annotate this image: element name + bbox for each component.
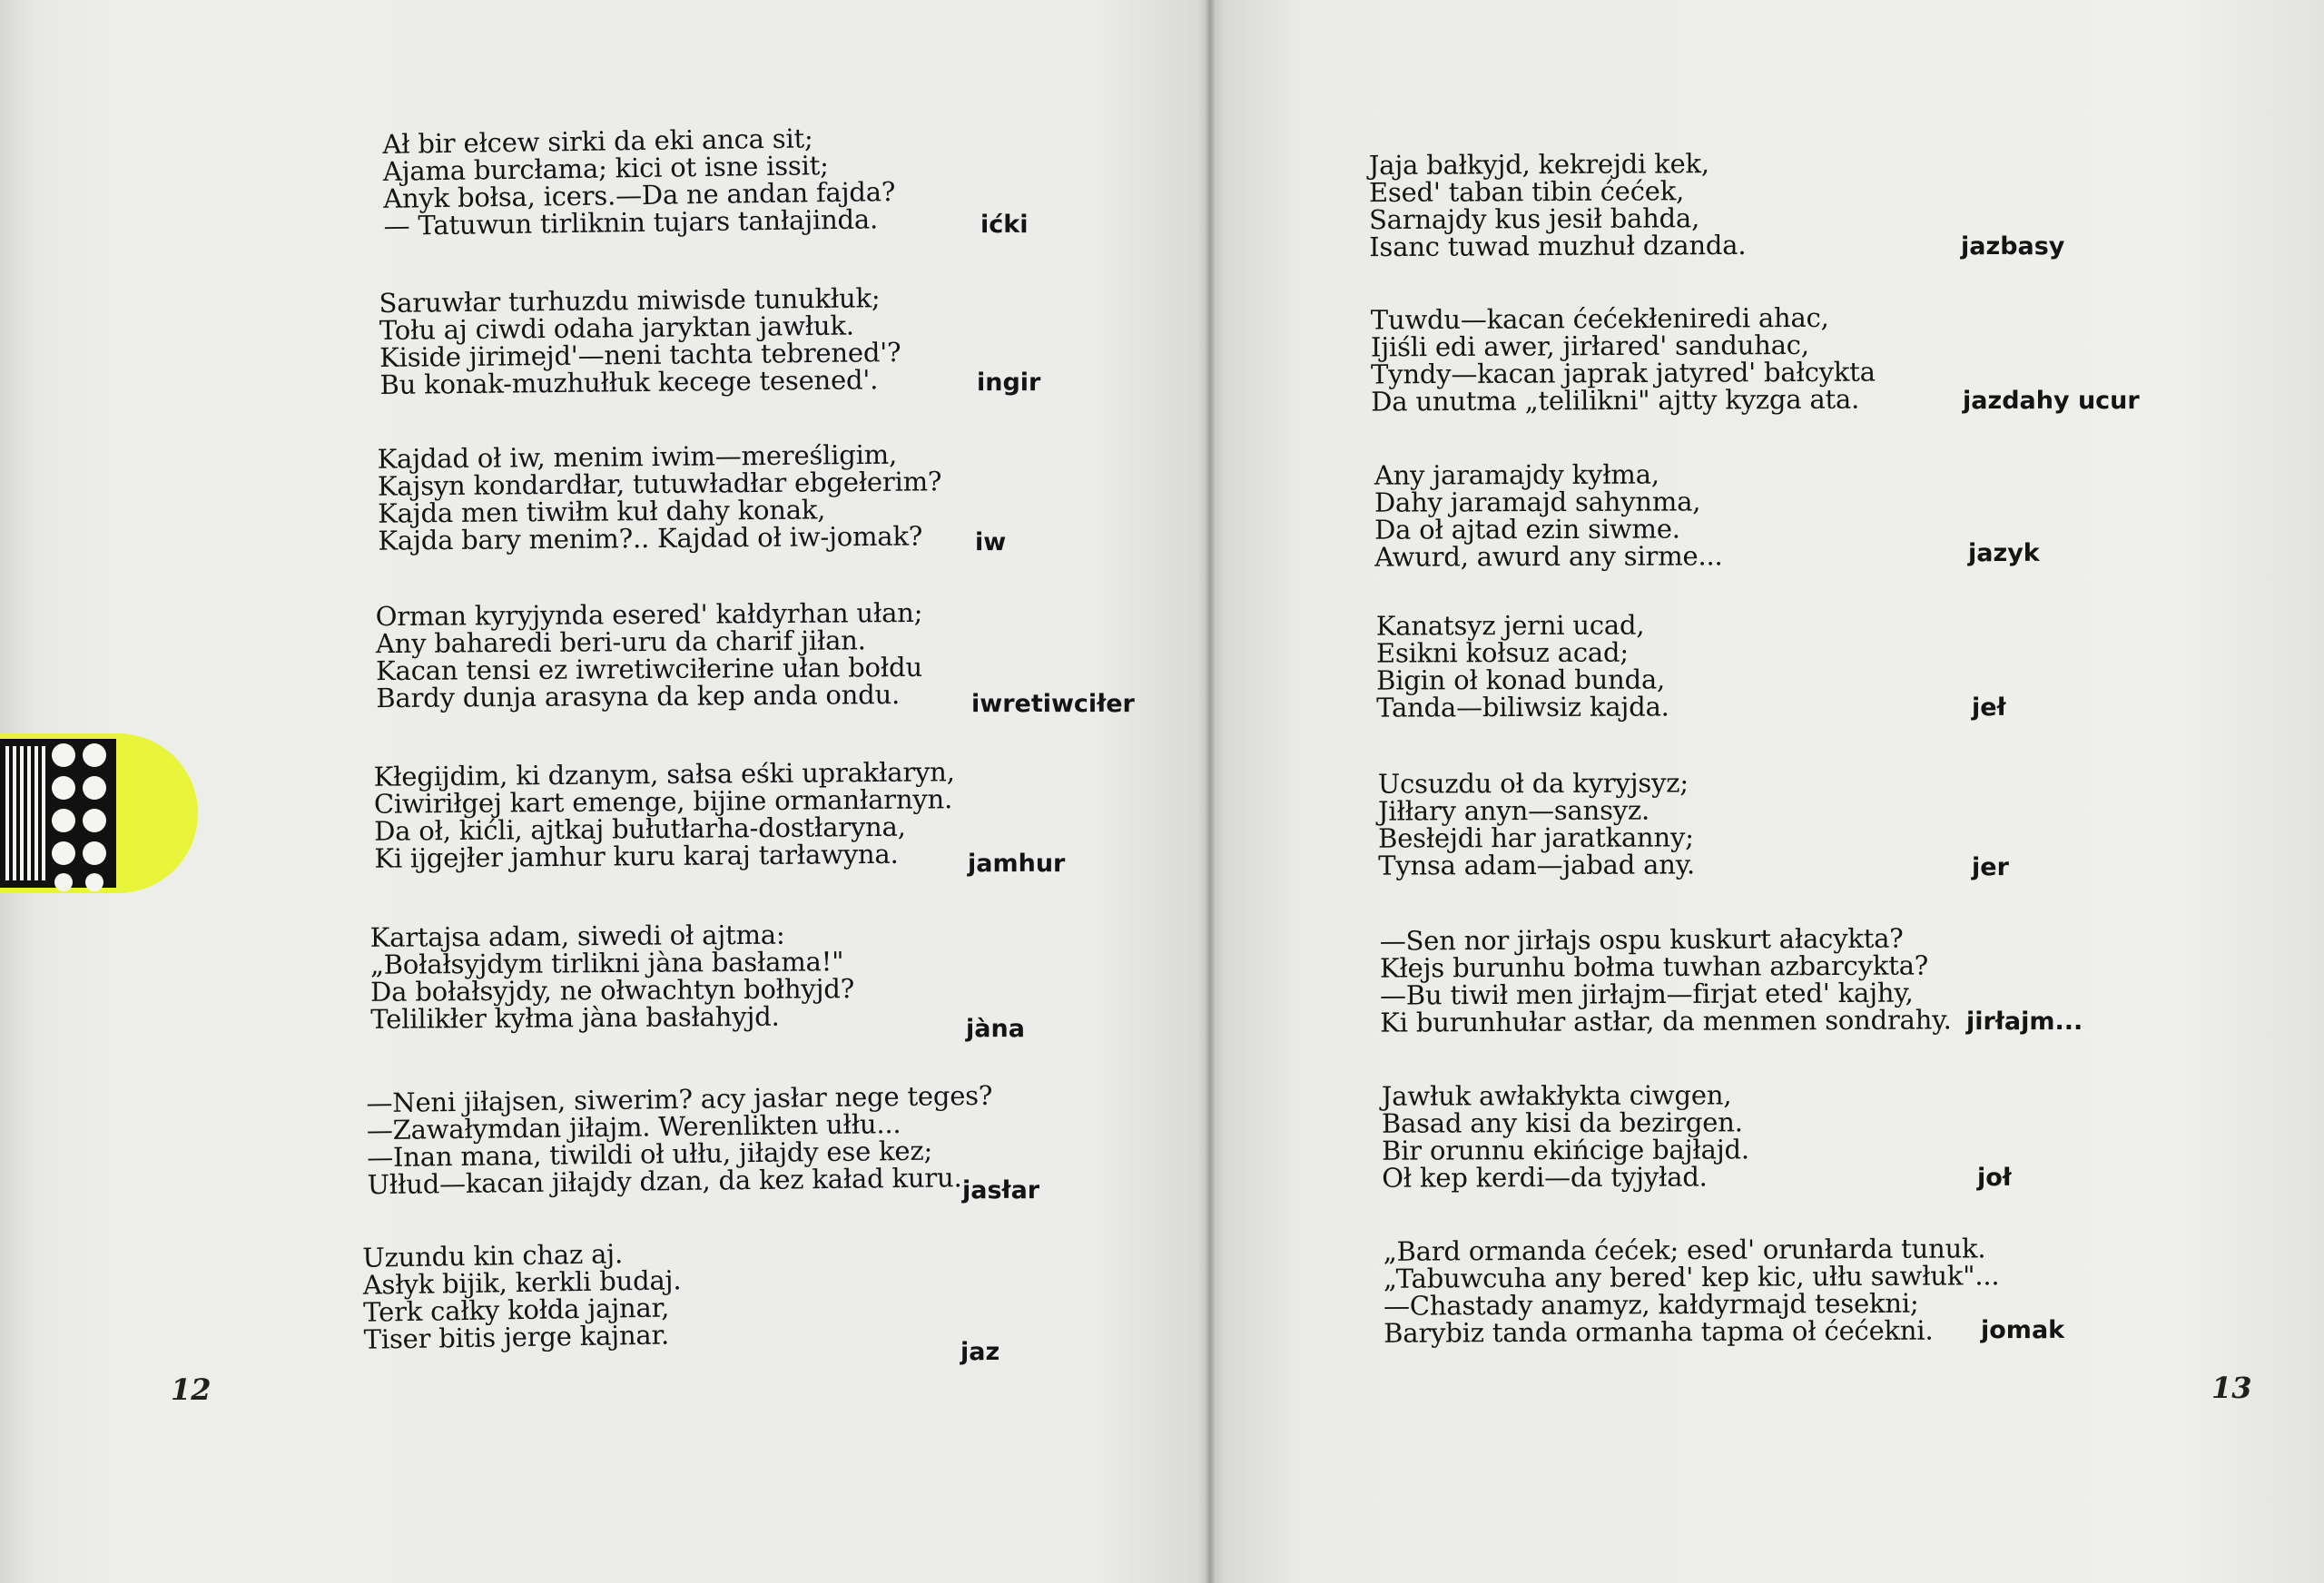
poem-line: Besłejdi har jaratkanny; [1377,821,1694,854]
poem-line: Asłyk bijik, kerkli budaj. [362,1264,682,1301]
poem-line: Kajda bary menim?.. Kajdad oł iw-jomak? [378,520,923,556]
poem-line: Ucsuzdu oł da kyryjsyz; [1377,767,1689,800]
poem-line: —Neni jiłajsen, siwerim? acy jasłar nege teges? [366,1079,993,1119]
poem-line: Esikni kołsuz acad; [1375,636,1629,669]
poem-line: Tołu aj ciwdi odaha jaryktan jawłuk. [379,310,854,347]
poem-stanza [370,920,855,1033]
poem-line: Any baharedi beri-uru da charif jiłan. [375,624,866,660]
bookmark-clip-icon [0,733,198,893]
poem-stanza [375,596,923,714]
poem-line: Barybiz tanda ormanha tapma oł ćećekni. [1384,1314,1934,1349]
page-number-right: 13 [2211,1371,2252,1405]
poem-line: —Bu tiwił men jirłajm—firjat eted' kajhy, [1379,977,1914,1011]
poem-stanza [382,123,896,240]
poem-stanza [379,282,901,401]
poem-line: Tiser bitis jerge kajnar. [363,1319,670,1355]
poem-line: Ki ijgejłer jamhur kuru karaj tarławyna. [374,838,899,874]
glossary-word: jeł [1972,693,2006,722]
poem-line: Dahy jaramajd sahynma, [1374,486,1701,518]
poem-line: Kłejs burunhu bołma tuwhan azbarcykta? [1379,949,1929,984]
poem-line: Oł kep kerdi—da tyjyład. [1382,1161,1708,1194]
glossary-word: jomak [1981,1316,2065,1344]
poem-line: Da oł ajtad ezin siwme. [1374,513,1680,546]
poem-stanza [1378,769,1695,879]
poem-line: Da bołałsyjdy, ne ołwachtyn bołhyjd? [369,973,855,1008]
poem-stanza [1374,458,1723,573]
poem-line: Awurd, awurd any sirme... [1374,540,1723,573]
poem-stanza [1376,611,1669,721]
poem-line: „Bołałsyjdym tirlikni jàna basłama!" [369,946,844,980]
poem-line: „Bard ormanda ćećek; esed' orunłarda tunuk. [1383,1233,1986,1267]
poem-line: — Tatuwun tirliknin tujars tanłajinda. [383,203,879,241]
glossary-word: jazdahy ucur [1963,387,2140,415]
poem-line: Kartajsa adam, siwedi oł ajtma: [369,919,785,953]
glossary-word: ićki [980,211,1029,239]
poem-stanza [362,1238,682,1355]
poem-line: —Chastady anamyz, kałdyrmajd tesekni; [1383,1287,1919,1322]
poem-stanza [1384,1234,2000,1347]
poem-line: „Tabuwcuha any bered' kep kic, ułłu sawłuk"... [1383,1260,2000,1294]
poem-line: Orman kyryjynda esered' kałdyrhan ułan; [375,596,923,633]
poem-stanza [377,440,941,554]
poem-line: Anyk bołsa, icers.—Da ne andan fajda? [382,176,896,214]
poem-line: Sarnajdy kus jesił bahda, [1368,202,1700,236]
poem-line: Ułłud—kacan jiłajdy dzan, da kez kaład kuru. [367,1162,962,1201]
poem-line: Kłegijdim, ki dzanym, sałsa eśki uprakłaryn, [373,756,955,792]
poem-line: Ał bir ełcew sirki da eki anca sit; [382,123,813,160]
poem-line: Bu konak-muzhułłuk kecege tesened'. [379,364,879,401]
poem-line: —Zawałymdan jiłajm. Werenlikten ułłu... [366,1108,901,1146]
poem-line: Bardy dunja arasyna da kep anda ondu. [376,679,901,714]
glossary-word: jaz [960,1338,1000,1366]
poem-stanza [366,1079,993,1201]
poem-line: Kacan tensi ez iwretiwciłerine ułan bołdu [375,651,923,687]
poem-line: Kajdad oł iw, menim iwim—mereśligim, [377,438,898,475]
poem-line: Jiłłary anyn—sansyz. [1377,794,1650,827]
glossary-word: jamhur [968,850,1066,878]
poem-line: Kajsyn kondardłar, tutuwładłar ebgełerim? [377,466,942,502]
poem-line: Basad any kisi da bezirgen. [1381,1106,1743,1139]
glossary-word: jazyk [1968,539,2040,567]
poem-stanza [1370,301,1876,418]
poem-line: Uzundu kin chaz aj. [362,1238,624,1273]
glossary-word: iwretiwciłer [971,690,1135,718]
poem-line: Any jaramajdy kyłma, [1374,458,1659,491]
poem-line: Isanc tuwad muzhuł dzanda. [1369,229,1747,263]
poem-line: Bir orunnu ekińcige bajłajd. [1381,1134,1749,1166]
right-page [1215,0,2324,1583]
page-number-left: 12 [171,1372,212,1407]
poem-line: Tuwdu—kacan ćećekłeniredi ahac, [1370,301,1829,336]
poem-line: —Sen nor jirłajs ospu kuskurt ałacykta? [1379,922,1904,957]
glossary-word: iw [975,528,1007,556]
poem-line: —Inan mana, tiwildi oł ułłu, jiłajdy ese kez; [367,1135,933,1174]
poem-line: Da unutma „telilikni" ajtty kyzga ata. [1371,383,1860,418]
poem-line: Ijiśli edi awer, jirłared' sanduhac, [1370,329,1809,363]
poem-stanza [1369,150,1747,261]
poem-stanza [1381,1079,1749,1194]
glossary-word: ingir [977,369,1041,397]
poem-line: Da oł, kićli, ajtkaj bułutłarha-dostłaryna, [373,811,906,847]
poem-line: Bigin oł konad bunda, [1375,664,1666,696]
poem-line: Tyndy—kacan japrak jatyred' bałcykta [1370,356,1876,390]
poem-line: Kajda men tiwiłm kuł dahy konak, [377,494,826,529]
poem-line: Ki burunhułar astłar, da menmen sondrahy. [1380,1004,1952,1038]
poem-line: Jaja bałkyjd, kekrejdi kek, [1368,148,1709,182]
poem-stanza [373,758,955,872]
poem-line: Jawłuk awłakłykta ciwgen, [1381,1079,1732,1112]
poem-line: Kiside jirimejd'—neni tachta tebrened'? [379,336,901,374]
poem-line: Saruwłar turhuzdu miwisde tunukłuk; [379,282,881,320]
poem-line: Tanda—biliwsiz kajda. [1376,691,1669,723]
glossary-word: jer [1972,853,2009,881]
poem-line: Terk całky kołda jajnar, [362,1292,670,1328]
poem-line: Ciwiriłgej kart emenge, bijine ormanłarnyn. [373,783,953,820]
poem-line: Ajama burcłama; kici ot isne issit; [382,150,829,187]
poem-line: Esed' taban tibin ćećek, [1368,175,1685,209]
glossary-word: jazbasy [1961,232,2065,261]
glossary-word: jasłar [962,1176,1040,1204]
glossary-word: jirłajm... [1966,1008,2083,1036]
poem-stanza [1380,924,1952,1036]
glossary-word: jàna [966,1015,1025,1043]
poem-line: Telilikłer kyłma jàna basłahyjd. [370,1000,780,1035]
poem-line: Kanatsyz jerni ucad, [1375,609,1645,642]
glossary-word: joł [1977,1164,2012,1192]
poem-line: Tynsa adam—jabad any. [1378,849,1696,881]
